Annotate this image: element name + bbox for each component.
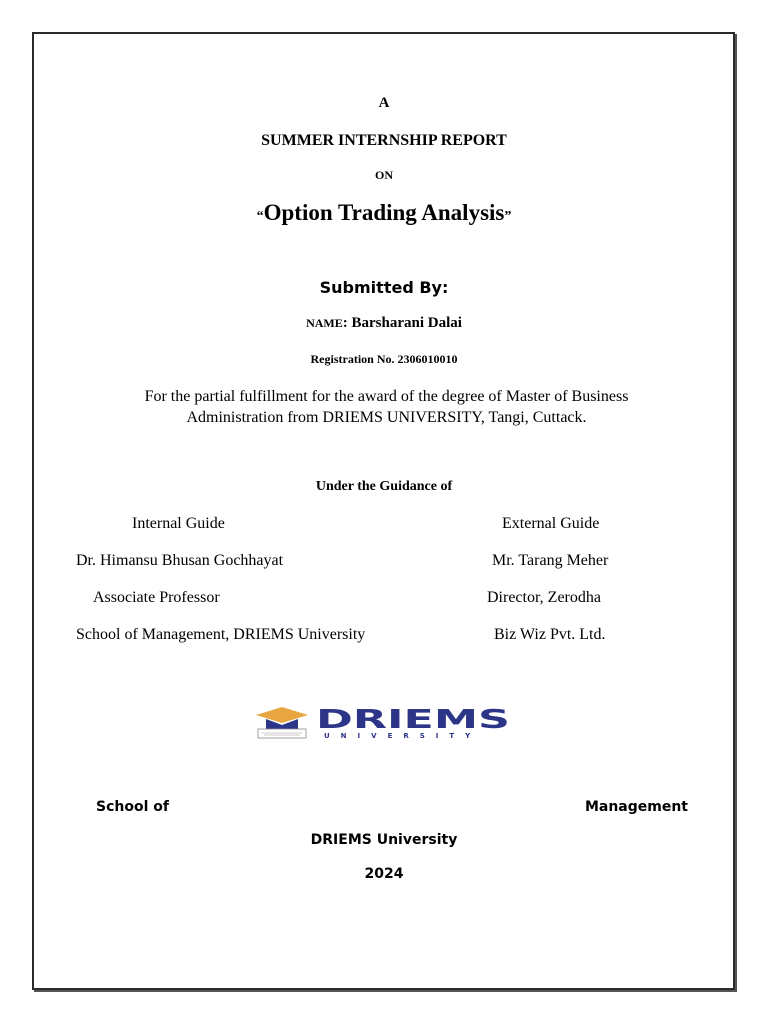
submitted-by-heading: Submitted By:	[319, 278, 449, 297]
student-name: : Barsharani Dalai	[342, 315, 462, 331]
internal-guide-name: Dr. Himansu Bhusan Gochhayat	[76, 552, 284, 569]
svg-text:DRIEMS: DRIEMS	[316, 705, 510, 735]
graduation-cap-icon	[256, 707, 308, 738]
driems-logo	[254, 704, 514, 740]
report-type: SUMMER INTERNSHIP REPORT	[261, 132, 507, 149]
cover-article: A	[378, 95, 390, 111]
internal-guide-organization: School of Management, DRIEMS University	[76, 626, 366, 643]
title-close-quote: ”	[504, 209, 512, 224]
internal-guide-heading: Internal Guide	[132, 515, 225, 532]
external-guide-name: Mr. Tarang Meher	[492, 552, 609, 569]
cover-on: ON	[375, 168, 393, 182]
guidance-heading: Under the Guidance of	[315, 479, 453, 494]
student-name-line	[0, 315, 768, 332]
external-guide-heading: External Guide	[502, 515, 600, 532]
report-title: Option Trading Analysis	[263, 200, 505, 225]
name-label: NAME	[306, 316, 343, 330]
footer-management: Management	[584, 799, 688, 815]
svg-text:UNIVERSITY: UNIVERSITY	[324, 732, 482, 740]
external-guide-organization: Biz Wiz Pvt. Ltd.	[494, 626, 606, 643]
registration-number: Registration No. 2306010010	[310, 352, 458, 366]
internal-guide-designation: Associate Professor	[93, 589, 220, 606]
footer-year: 2024	[364, 866, 404, 882]
footer-university: DRIEMS University	[310, 832, 458, 848]
report-title-line	[0, 200, 768, 226]
footer-school-of: School of	[96, 799, 169, 815]
degree-purpose: For the partial fulfillment for the award of the degree of Master of Business Administration from DRIEMS UNIVERSITY, Tangi, Cuttack.	[144, 388, 629, 426]
external-guide-designation: Director, Zerodha	[487, 589, 601, 606]
title-open-quote: “	[256, 209, 264, 224]
